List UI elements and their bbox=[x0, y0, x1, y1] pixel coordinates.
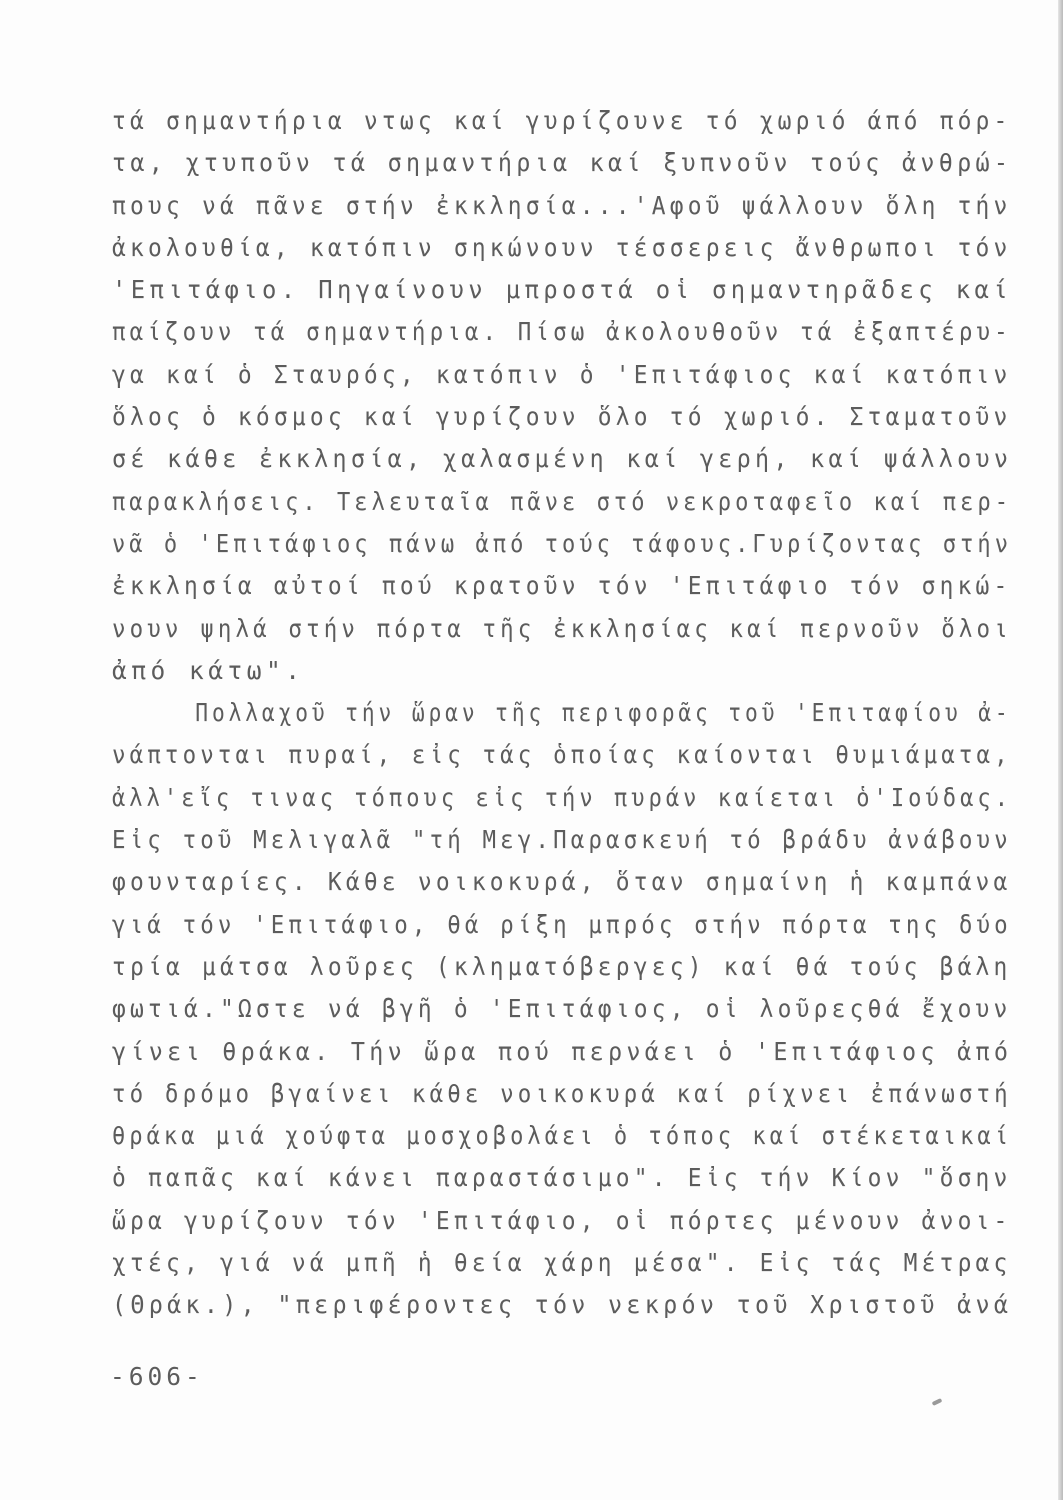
text-line: παίζουν τά σημαντήρια. Πίσω ἀκολουθοῦν τά ἐξαπτέρυ- bbox=[112, 317, 1012, 347]
page-edge bbox=[1058, 0, 1063, 1500]
text-line: 'Επιτάφιο. Πηγαίνουν μπροστά οἱ σημαντηρᾶδες καί bbox=[112, 275, 1013, 305]
text-line: παρακλήσεις. Τελευταῖα πᾶνε στό νεκροταφεῖο καί περ- bbox=[112, 486, 1013, 516]
text-line: τα, χτυποῦν τά σημαντήρια καί ξυπνοῦν τούς ἀνθρώ- bbox=[112, 148, 1013, 178]
text-line: Πολλαχοῦ τήν ὥραν τῆς περιφορᾶς τοῦ 'Επιταφίου ἀ- bbox=[112, 698, 1012, 728]
text-line: τό δρόμο βγαίνει κάθε νοικοκυρά καί ρίχνει ἐπάνωστή bbox=[112, 1078, 1012, 1108]
text-line: (Θράκ.), "περιφέροντες τόν νεκρόν τοῦ Χριστοῦ ἀνά bbox=[112, 1290, 1013, 1320]
text-line: πους νά πᾶνε στήν ἐκκλησία...'Αφοῦ ψάλλουν ὅλη τήν bbox=[112, 190, 1012, 220]
text-line: γιά τόν 'Επιτάφιο, θά ρίξη μπρός στήν πόρτα της δύο bbox=[112, 909, 1012, 939]
scan-speck bbox=[932, 1398, 943, 1406]
text-line: ὁ παπᾶς καί κάνει παραστάσιμο". Εἰς τήν Κίον "ὅσην bbox=[112, 1163, 1012, 1193]
text-line: χτές, γιά νά μπῆ ἡ θεία χάρη μέσα". Εἰς τάς Μέτρας bbox=[112, 1248, 1012, 1278]
text-line: φωτιά."Ωστε νά βγῆ ὁ 'Επιτάφιος, οἱ λοῦρεςθά ἔχουν bbox=[112, 994, 1012, 1024]
text-line: γίνει θράκα. Τήν ὥρα πού περνάει ὁ 'Επιτάφιος ἀπό bbox=[112, 1036, 1013, 1066]
text-line: ἐκκλησία αὐτοί πού κρατοῦν τόν 'Επιτάφιο τόν σηκώ- bbox=[112, 571, 1012, 601]
text-line: φουνταρίες. Κάθε νοικοκυρά, ὅταν σημαίνη ἡ καμπάνα bbox=[112, 867, 1012, 897]
text-line: ἀπό κάτω". bbox=[112, 655, 305, 685]
text-line: γα καί ὁ Σταυρός, κατόπιν ὁ 'Επιτάφιος καί κατόπιν bbox=[112, 359, 1012, 389]
page-number: -606- bbox=[110, 1362, 204, 1391]
text-line: νουν ψηλά στήν πόρτα τῆς ἐκκλησίας καί περνοῦν ὅλοι bbox=[112, 613, 1012, 643]
text-line: σέ κάθε ἐκκλησία, χαλασμένη καί γερή, καί ψάλλουν bbox=[112, 444, 1013, 474]
text-line: τά σημαντήρια ντως καί γυρίζουνε τό χωριό άπό πόρ- bbox=[112, 106, 1012, 135]
text-line: ἀκολουθία, κατόπιν σηκώνουν τέσσερεις ἄνθρωποι τόν bbox=[112, 232, 1012, 262]
text-line: Εἰς τοῦ Μελιγαλᾶ "τή Μεγ.Παρασκευή τό βράδυ ἀνάβουν bbox=[112, 825, 1012, 855]
text-line: θράκα μιά χούφτα μοσχοβολάει ὁ τόπος καί στέκεταικαί bbox=[112, 1121, 1013, 1151]
body-text bbox=[112, 100, 1012, 1327]
text-line: ὅλος ὁ κόσμος καί γυρίζουν ὅλο τό χωριό. Σταματοῦν bbox=[112, 402, 1012, 432]
text-line: νᾶ ὁ 'Επιτάφιος πάνω ἀπό τούς τάφους.Γυρίζοντας στήν bbox=[112, 528, 1013, 558]
text-line: ἀλλ'εἴς τινας τόπους εἰς τήν πυράν καίεται ὁ'Ιούδας. bbox=[112, 782, 1013, 812]
text-line: ὥρα γυρίζουν τόν 'Επιτάφιο, οἱ πόρτες μένουν ἀνοι- bbox=[112, 1205, 1012, 1235]
text-line: τρία μάτσα λοῦρες (κληματόβεργες) καί θά τούς βάλη bbox=[112, 951, 1012, 981]
text-line: νάπτονται πυραί, εἰς τάς ὁποίας καίονται θυμιάματα, bbox=[112, 740, 1012, 770]
